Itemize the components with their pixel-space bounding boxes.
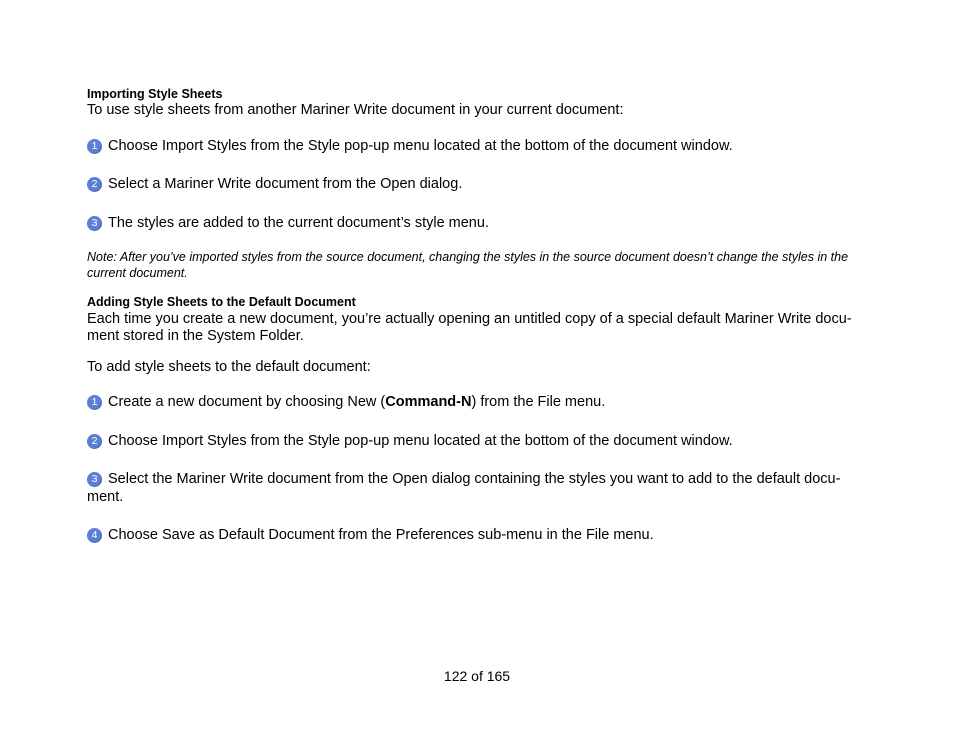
section-intro2-default-document: To add style sheets to the default document: [87, 359, 371, 375]
step-number-badge: 1 [87, 395, 102, 410]
step-item [87, 526, 857, 544]
step-text: The styles are added to the current document’s style menu. [108, 215, 489, 231]
step-text-post: ) from the File menu. [471, 394, 606, 410]
step-item [87, 432, 857, 450]
step-text-pre: Create a new document by choosing New ( [108, 394, 386, 410]
step-text: Choose Import Styles from the Style pop-up menu located at the bottom of the document window. [108, 433, 733, 449]
step-number-badge: 4 [87, 528, 102, 543]
step-text: Choose Import Styles from the Style pop-up menu located at the bottom of the document window. [108, 138, 733, 154]
step-item [87, 137, 857, 155]
page-number: 122 of 165 [443, 668, 511, 684]
keyboard-shortcut: Command-N [385, 394, 472, 410]
note-text: Note: After you’ve imported styles from the source document, changing the styles in the source document doesn’t change the styles in the current document. [87, 250, 849, 280]
step-text: Choose Save as Default Document from the Preferences sub-menu in the File menu. [108, 527, 654, 543]
step-item [87, 175, 857, 193]
step-number-badge: 2 [87, 177, 102, 192]
section-intro-importing: To use style sheets from another Mariner Write document in your current document: [87, 102, 624, 118]
step-text: Select a Mariner Write document from the Open dialog. [108, 176, 463, 192]
section-heading-default-document: Adding Style Sheets to the Default Document [87, 295, 356, 309]
step-item [87, 470, 857, 506]
step-number-badge: 3 [87, 472, 102, 487]
step-item [87, 393, 857, 411]
section-intro-default-document: Each time you create a new document, you’re actually opening an untitled copy of a special default Mariner Write docu-ment stored in the System Folder. [87, 311, 852, 344]
step-text: Select the Mariner Write document from the Open dialog containing the styles you want to add to the default docu-ment. [87, 471, 841, 505]
step-number-badge: 3 [87, 216, 102, 231]
step-number-badge: 2 [87, 434, 102, 449]
section-heading-importing: Importing Style Sheets [87, 87, 223, 101]
step-item [87, 214, 857, 232]
step-number-badge: 1 [87, 139, 102, 154]
